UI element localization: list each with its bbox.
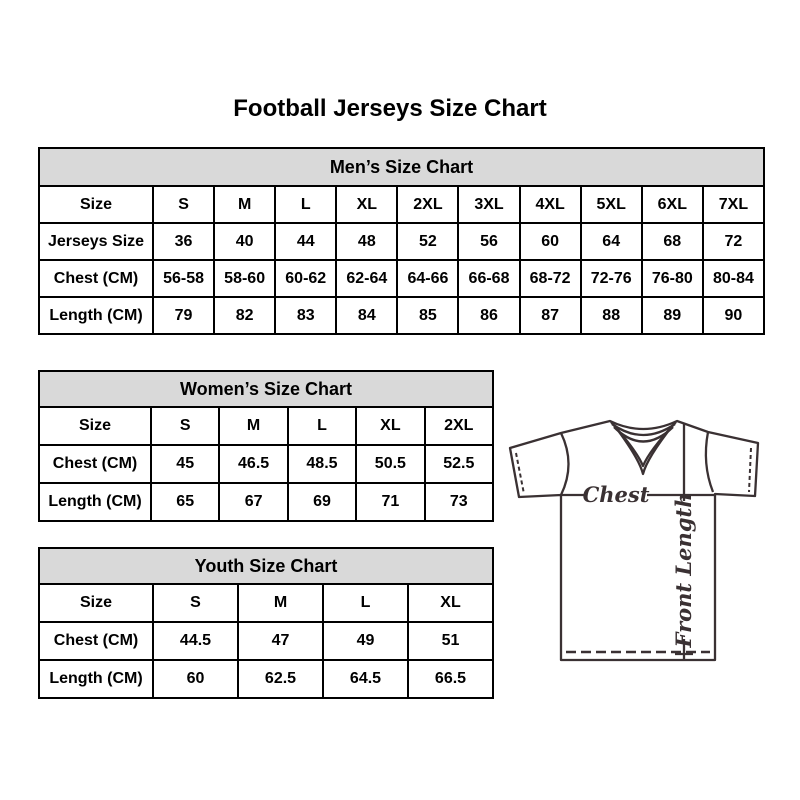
value-cell: L (323, 584, 408, 622)
value-cell: 58-60 (214, 260, 275, 297)
value-cell: 49 (323, 622, 408, 660)
value-cell: S (151, 407, 219, 445)
value-cell: 89 (642, 297, 703, 334)
value-cell: 68 (642, 223, 703, 260)
jersey-diagram (506, 406, 766, 666)
value-cell: 86 (458, 297, 519, 334)
value-cell: 79 (153, 297, 214, 334)
value-cell: 62.5 (238, 660, 323, 698)
mens-size-table (38, 147, 765, 335)
value-cell: 82 (214, 297, 275, 334)
value-cell: 83 (275, 297, 336, 334)
value-cell: 64 (581, 223, 642, 260)
value-cell: 62-64 (336, 260, 397, 297)
value-cell: 5XL (581, 186, 642, 223)
value-cell: 51 (408, 622, 493, 660)
value-cell: 7XL (703, 186, 764, 223)
front-length-label: Front Length (671, 492, 696, 648)
value-cell: 47 (238, 622, 323, 660)
value-cell: 50.5 (356, 445, 424, 483)
page-title: Football Jerseys Size Chart (233, 95, 547, 122)
table-title: Women’s Size Chart (39, 371, 493, 407)
value-cell: 67 (219, 483, 287, 521)
value-cell: S (153, 584, 238, 622)
row-label-cell: Chest (CM) (39, 260, 153, 297)
value-cell: 66-68 (458, 260, 519, 297)
value-cell: L (288, 407, 356, 445)
value-cell: 44.5 (153, 622, 238, 660)
row-label-cell: Size (39, 407, 151, 445)
value-cell: M (238, 584, 323, 622)
value-cell: 65 (151, 483, 219, 521)
value-cell: 90 (703, 297, 764, 334)
value-cell: 64-66 (397, 260, 458, 297)
table-row (39, 260, 764, 297)
value-cell: 64.5 (323, 660, 408, 698)
value-cell: 68-72 (520, 260, 581, 297)
value-cell: 84 (336, 297, 397, 334)
value-cell: 45 (151, 445, 219, 483)
table-title: Youth Size Chart (39, 548, 493, 584)
table-row (39, 445, 493, 483)
value-cell: XL (408, 584, 493, 622)
row-label-cell: Jerseys Size (39, 223, 153, 260)
table-row (39, 584, 493, 622)
value-cell: 88 (581, 297, 642, 334)
value-cell: 56 (458, 223, 519, 260)
value-cell: 71 (356, 483, 424, 521)
row-label-cell: Chest (CM) (39, 622, 153, 660)
value-cell: 48.5 (288, 445, 356, 483)
table-header-row (39, 548, 493, 584)
value-cell: 3XL (458, 186, 519, 223)
value-cell: 48 (336, 223, 397, 260)
value-cell: 52.5 (425, 445, 493, 483)
value-cell: 60 (520, 223, 581, 260)
value-cell: 76-80 (642, 260, 703, 297)
womens-size-table (38, 370, 494, 522)
table-row (39, 407, 493, 445)
value-cell: 69 (288, 483, 356, 521)
table-row (39, 660, 493, 698)
jersey-outline (510, 421, 758, 660)
youth-size-table (38, 547, 494, 699)
value-cell: 52 (397, 223, 458, 260)
table-row (39, 297, 764, 334)
chest-label: Chest (582, 482, 650, 507)
row-label-cell: Length (CM) (39, 660, 153, 698)
row-label-cell: Size (39, 584, 153, 622)
value-cell: M (214, 186, 275, 223)
row-label-cell: Length (CM) (39, 297, 153, 334)
value-cell: 46.5 (219, 445, 287, 483)
value-cell: S (153, 186, 214, 223)
table-row (39, 622, 493, 660)
value-cell: 2XL (397, 186, 458, 223)
value-cell: XL (336, 186, 397, 223)
value-cell: XL (356, 407, 424, 445)
value-cell: 60 (153, 660, 238, 698)
table-row (39, 483, 493, 521)
jersey-diagram-svg (506, 406, 766, 666)
table-row (39, 223, 764, 260)
value-cell: 40 (214, 223, 275, 260)
value-cell: L (275, 186, 336, 223)
value-cell: 72 (703, 223, 764, 260)
value-cell: 4XL (520, 186, 581, 223)
row-label-cell: Size (39, 186, 153, 223)
value-cell: 6XL (642, 186, 703, 223)
value-cell: 72-76 (581, 260, 642, 297)
value-cell: M (219, 407, 287, 445)
table-header-row (39, 148, 764, 186)
value-cell: 85 (397, 297, 458, 334)
value-cell: 2XL (425, 407, 493, 445)
value-cell: 73 (425, 483, 493, 521)
row-label-cell: Length (CM) (39, 483, 151, 521)
value-cell: 87 (520, 297, 581, 334)
table-row (39, 186, 764, 223)
value-cell: 56-58 (153, 260, 214, 297)
value-cell: 60-62 (275, 260, 336, 297)
value-cell: 36 (153, 223, 214, 260)
value-cell: 80-84 (703, 260, 764, 297)
row-label-cell: Chest (CM) (39, 445, 151, 483)
value-cell: 66.5 (408, 660, 493, 698)
value-cell: 44 (275, 223, 336, 260)
table-title: Men’s Size Chart (39, 148, 764, 186)
table-header-row (39, 371, 493, 407)
